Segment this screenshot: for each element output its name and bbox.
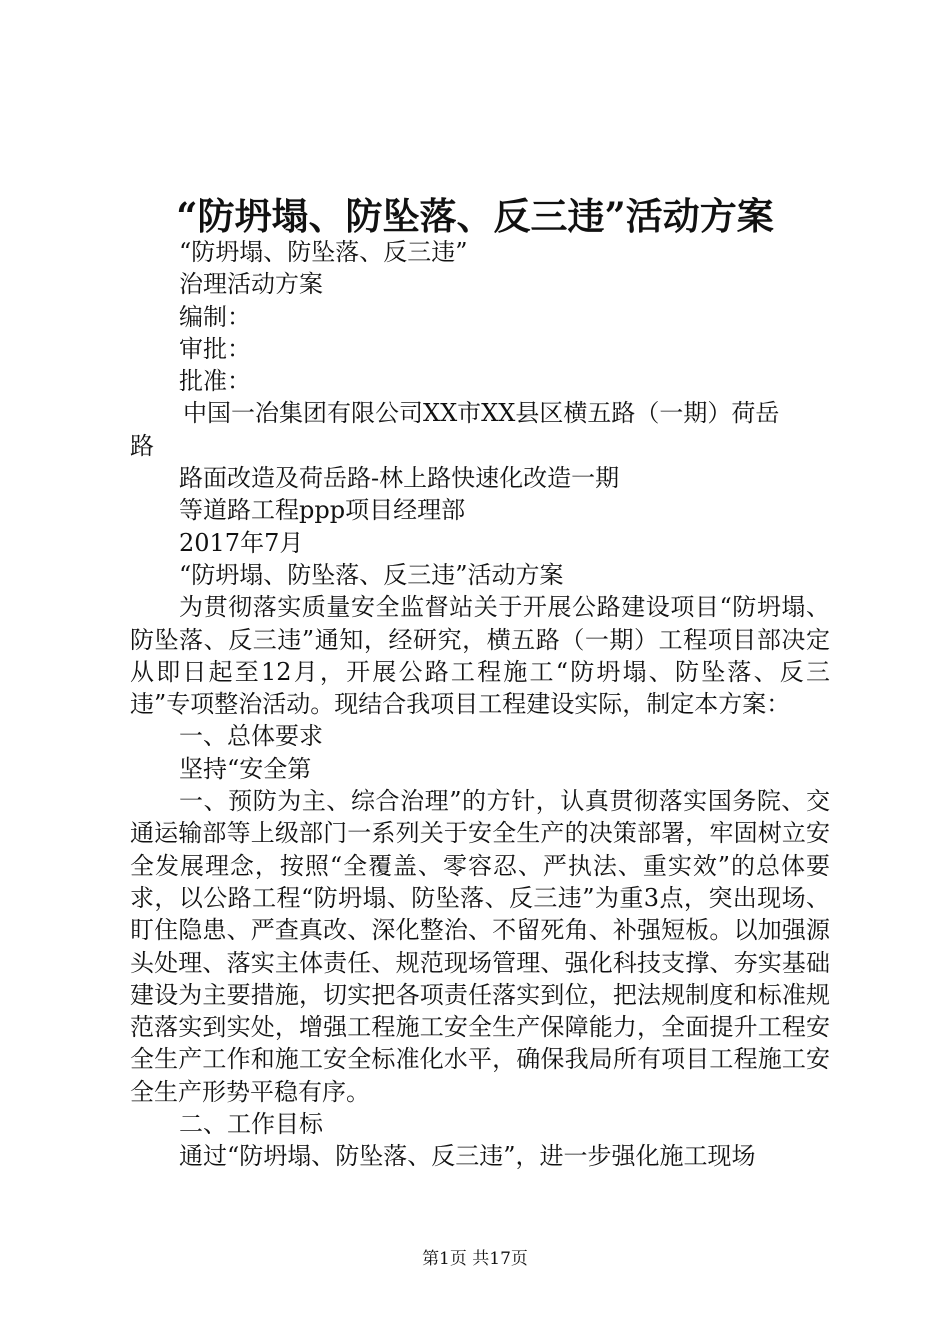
cover-line-1: “防坍塌、防坠落、反三违” [179, 238, 468, 266]
section-2-heading: 二、工作目标 [179, 1110, 323, 1139]
page-footer: 第1页 共17页 [422, 1249, 528, 1269]
document-body [130, 236, 830, 1173]
section-1-paragraph: 一、预防为主、综合治理”的方针，认真贯彻落实国务院、交通运输部等上级部门一系列关于安全生产的决策部署，牢固树立安全发展理念，按照“全覆盖、零容忍、严执法、重实效”的总体要求，以公路工程“防坍塌、防坠落、反三违”为重3点，突出现场、盯住隐患、严查真改、深化整治、不留死角、补强短板。以加强源头处理、落实主体责任、规范现场管理、强化科技支撑、夯实基础建设为主要措施，切实把各项责任落实到位，把法规制度和标准规范落实到实处，增强工程施工安全生产保障能力，全面提升工程安全生产工作和施工安全标准化水平，确保我局所有项目工程施工安全生产形势平稳有序。 [130, 787, 830, 1106]
organization-line-1: 中国一冶集团有限公司XX市XX县区横五路（一期）荷岳 [183, 399, 780, 428]
section-1-line: 坚持“安全第 [179, 754, 312, 783]
reviewed-label: 审批： [179, 334, 251, 363]
organization-line-2: 路面改造及荷岳路-林上路快速化改造一期 [179, 464, 620, 493]
intro-paragraph: 为贯彻落实质量安全监督站关于开展公路建设项目“防坍塌、防坠落、反三违”通知，经研究，横五路（一期）工程项目部决定从即日起至12月，开展公路工程施工“防坍塌、防坠落、反三违”专项整治活动。现结合我项目工程建设实际，制定本方案： [130, 593, 830, 719]
compiled-label: 编制： [179, 302, 251, 331]
approved-label: 批准： [179, 367, 251, 396]
organization-line-1-wrap: 路 [130, 431, 154, 460]
organization-line-3: 等道路工程ppp项目经理部 [179, 496, 466, 525]
document-title: “防坍塌、防坠落、反三违”活动方案 [176, 194, 774, 238]
subtitle: “防坍塌、防坠落、反三违”活动方案 [179, 560, 564, 589]
section-1-heading: 一、总体要求 [179, 722, 323, 751]
date: 2017年7月 [179, 528, 304, 557]
cover-line-2: 治理活动方案 [179, 270, 323, 299]
section-2-paragraph: 通过“防坍塌、防坠落、反三违”，进一步强化施工现场 [179, 1142, 756, 1171]
